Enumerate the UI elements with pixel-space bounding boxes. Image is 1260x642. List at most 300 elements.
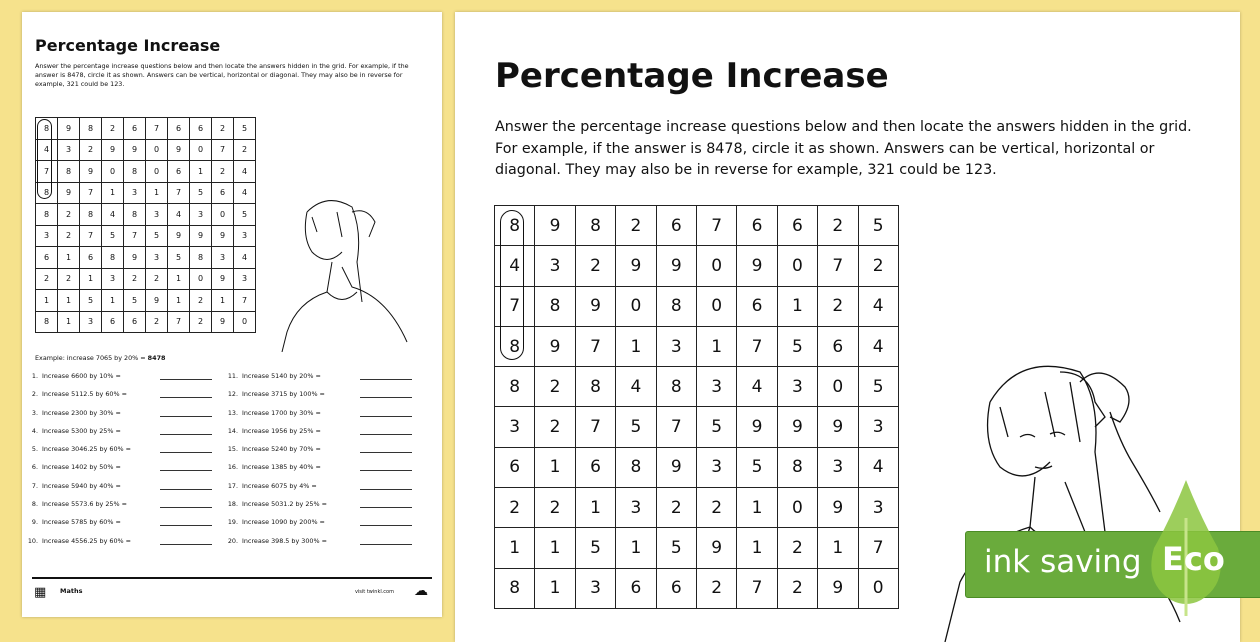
grid-row (495, 326, 899, 366)
grid-cell[interactable]: 1 (616, 326, 656, 366)
question-number: 3. (31, 408, 38, 417)
grid-cell[interactable]: 3 (696, 447, 736, 487)
grid-cell[interactable]: 8 (495, 326, 535, 366)
answer-line[interactable] (160, 470, 212, 471)
grid-cell[interactable]: 3 (102, 268, 124, 290)
grid-cell[interactable]: 7 (168, 182, 190, 204)
grid-cell[interactable]: 2 (146, 268, 168, 290)
grid-cell[interactable]: 5 (858, 206, 898, 246)
grid-cell[interactable]: 2 (146, 311, 168, 333)
grid-cell[interactable]: 9 (737, 246, 777, 286)
grid-cell[interactable]: 8 (36, 311, 58, 333)
grid-cell[interactable]: 1 (36, 290, 58, 312)
example-answer: 8478 (147, 354, 166, 362)
grid-cell[interactable]: 0 (858, 568, 898, 608)
footer-site[interactable]: visit twinkl.com (354, 589, 394, 595)
questions-col-2 (222, 372, 412, 555)
question-text: Increase 5240 by 70% = (242, 445, 321, 454)
grid-cell[interactable]: 3 (146, 204, 168, 226)
example-circle (37, 119, 52, 199)
grid-cell[interactable]: 6 (212, 182, 234, 204)
question-number: 9. (31, 518, 38, 527)
grid-cell[interactable]: 7 (36, 161, 58, 183)
grid-cell[interactable]: 2 (58, 204, 80, 226)
grid-row (495, 447, 899, 487)
grid-cell[interactable]: 8 (36, 118, 58, 140)
grid-cell[interactable]: 7 (495, 286, 535, 326)
grid-cell[interactable]: 2 (858, 246, 898, 286)
grid-cell[interactable]: 2 (777, 568, 817, 608)
grid-cell[interactable]: 1 (146, 182, 168, 204)
grid-cell[interactable]: 6 (737, 286, 777, 326)
grid-cell[interactable]: 8 (495, 367, 535, 407)
grid-cell[interactable]: 7 (146, 118, 168, 140)
grid-cell[interactable]: 9 (124, 139, 146, 161)
question-number: 8. (31, 500, 38, 509)
grid-cell[interactable]: 8 (495, 568, 535, 608)
question-text: Increase 3715 by 100% = (242, 390, 325, 399)
grid-cell[interactable]: 4 (858, 286, 898, 326)
grid-cell[interactable]: 8 (36, 204, 58, 226)
grid-cell[interactable]: 6 (102, 311, 124, 333)
answer-line[interactable] (360, 544, 412, 545)
grid-cell[interactable]: 8 (102, 247, 124, 269)
question-text: Increase 1700 by 30% = (242, 408, 321, 417)
answer-line[interactable] (360, 379, 412, 380)
footer-subject: Maths (60, 587, 83, 595)
grid-cell[interactable]: 1 (696, 326, 736, 366)
grid-cell[interactable]: 3 (234, 225, 256, 247)
grid-cell[interactable]: 2 (777, 528, 817, 568)
question-text: Increase 398.5 by 300% = (242, 536, 327, 545)
question-number: 6. (31, 463, 38, 472)
grid-row (495, 206, 899, 246)
grid-cell[interactable]: 0 (146, 139, 168, 161)
grid-cell[interactable]: 9 (102, 139, 124, 161)
question-number: 2. (31, 390, 38, 399)
grid-cell[interactable]: 6 (495, 447, 535, 487)
page-title: Percentage Increase (35, 36, 221, 55)
grid-cell[interactable]: 0 (102, 161, 124, 183)
grid-cell[interactable]: 6 (656, 206, 696, 246)
question-text: Increase 2300 by 30% = (42, 408, 121, 417)
grid-cell[interactable]: 1 (535, 528, 575, 568)
grid-cell[interactable]: 9 (818, 568, 858, 608)
question-text: Increase 4556.25 by 60% = (42, 536, 131, 545)
grid-cell[interactable]: 1 (190, 161, 212, 183)
grid-cell[interactable]: 6 (777, 206, 817, 246)
grid-cell[interactable]: 8 (190, 247, 212, 269)
grid-cell[interactable]: 9 (58, 182, 80, 204)
grid-cell[interactable]: 2 (656, 488, 696, 528)
grid-cell[interactable]: 5 (102, 225, 124, 247)
grid-cell[interactable]: 5 (616, 407, 656, 447)
answer-line[interactable] (160, 525, 212, 526)
grid-cell[interactable]: 2 (818, 206, 858, 246)
grid-cell[interactable]: 1 (535, 568, 575, 608)
grid-row (495, 528, 899, 568)
grid-cell[interactable]: 6 (737, 206, 777, 246)
grid-cell[interactable]: 4 (234, 161, 256, 183)
grid-cell[interactable]: 3 (80, 311, 102, 333)
grid-cell[interactable]: 9 (535, 206, 575, 246)
grid-cell[interactable]: 6 (124, 118, 146, 140)
question-number: 10. (27, 536, 38, 545)
grid-cell[interactable]: 1 (102, 290, 124, 312)
grid-cell[interactable]: 5 (168, 247, 190, 269)
grid-cell[interactable]: 8 (616, 447, 656, 487)
grid-cell[interactable]: 0 (616, 286, 656, 326)
grid-cell[interactable]: 7 (818, 246, 858, 286)
grid-cell[interactable]: 9 (58, 118, 80, 140)
grid-cell[interactable]: 2 (818, 286, 858, 326)
grid-cell[interactable]: 9 (777, 407, 817, 447)
question-item (222, 537, 412, 555)
grid-cell[interactable]: 0 (190, 139, 212, 161)
grid-cell[interactable]: 2 (575, 246, 615, 286)
example (35, 354, 165, 362)
badge-eco: Eco (1162, 540, 1225, 578)
grid-cell[interactable]: 8 (535, 286, 575, 326)
grid-cell[interactable]: 7 (858, 528, 898, 568)
grid-cell[interactable]: 2 (234, 139, 256, 161)
question-item (22, 482, 212, 500)
example-circle-large (500, 210, 524, 360)
grid-cell[interactable]: 0 (777, 488, 817, 528)
grid-cell[interactable]: 9 (124, 247, 146, 269)
grid-cell[interactable]: 3 (535, 246, 575, 286)
grid-cell[interactable]: 2 (535, 367, 575, 407)
grid-cell[interactable]: 5 (737, 447, 777, 487)
grid-row (36, 268, 256, 290)
grid-cell[interactable]: 6 (656, 568, 696, 608)
grid-cell[interactable]: 3 (124, 182, 146, 204)
question-number: 16. (227, 463, 238, 472)
grid-cell[interactable]: 5 (234, 118, 256, 140)
grid-cell[interactable]: 3 (575, 568, 615, 608)
answer-line[interactable] (160, 544, 212, 545)
grid-cell[interactable]: 9 (616, 246, 656, 286)
question-text: Increase 6075 by 4% = (242, 481, 317, 490)
grid-cell[interactable]: 7 (656, 407, 696, 447)
grid-cell[interactable]: 7 (80, 182, 102, 204)
grid-cell[interactable]: 1 (777, 286, 817, 326)
grid-cell[interactable]: 4 (36, 139, 58, 161)
grid-cell[interactable]: 9 (656, 246, 696, 286)
grid-cell[interactable]: 6 (616, 568, 656, 608)
answer-line[interactable] (360, 489, 412, 490)
grid-cell[interactable]: 6 (124, 311, 146, 333)
grid-cell[interactable]: 9 (575, 286, 615, 326)
grid-cell[interactable]: 4 (102, 204, 124, 226)
question-number: 20. (227, 536, 238, 545)
answer-line[interactable] (360, 470, 412, 471)
grid-cell[interactable]: 3 (656, 326, 696, 366)
grid-cell[interactable]: 1 (737, 488, 777, 528)
grid-cell[interactable]: 4 (737, 367, 777, 407)
question-number: 18. (227, 500, 238, 509)
grid-row (495, 568, 899, 608)
question-text: Increase 5031.2 by 25% = (242, 500, 327, 509)
question-text: Increase 5300 by 25% = (42, 426, 121, 435)
grid-cell[interactable]: 2 (58, 268, 80, 290)
grid-cell[interactable]: 5 (777, 326, 817, 366)
grid-cell[interactable]: 7 (212, 139, 234, 161)
grid-cell[interactable]: 5 (696, 407, 736, 447)
grid-cell[interactable]: 5 (234, 204, 256, 226)
question-item (222, 518, 412, 536)
grid-cell[interactable]: 8 (575, 367, 615, 407)
grid-cell[interactable]: 9 (168, 139, 190, 161)
grid-row (495, 286, 899, 326)
grid-cell[interactable]: 9 (80, 161, 102, 183)
grid-cell[interactable]: 3 (777, 367, 817, 407)
grid-cell[interactable]: 1 (575, 488, 615, 528)
grid-cell[interactable]: 1 (616, 528, 656, 568)
grid-cell[interactable]: 5 (146, 225, 168, 247)
answer-line[interactable] (160, 397, 212, 398)
grid-cell[interactable]: 1 (80, 268, 102, 290)
worksheet-thumbnail (22, 12, 442, 617)
number-grid-large (494, 205, 899, 609)
grid-row (36, 290, 256, 312)
answer-line[interactable] (160, 416, 212, 417)
grid-cell[interactable]: 8 (124, 204, 146, 226)
grid-cell[interactable]: 7 (737, 326, 777, 366)
grid-cell[interactable]: 5 (858, 367, 898, 407)
grid-cell[interactable]: 0 (696, 246, 736, 286)
page-title-large: Percentage Increase (495, 56, 889, 96)
answer-line[interactable] (360, 416, 412, 417)
question-item (22, 372, 212, 390)
grid-cell[interactable]: 2 (124, 268, 146, 290)
grid-cell[interactable]: 5 (190, 182, 212, 204)
grid-cell[interactable]: 3 (146, 247, 168, 269)
grid-cell[interactable]: 3 (234, 268, 256, 290)
grid-cell[interactable]: 6 (36, 247, 58, 269)
question-item (222, 482, 412, 500)
grid-cell[interactable]: 8 (575, 206, 615, 246)
grid-cell[interactable]: 2 (696, 568, 736, 608)
grid-cell[interactable]: 3 (858, 407, 898, 447)
question-number: 7. (31, 481, 38, 490)
grid-cell[interactable]: 1 (168, 290, 190, 312)
question-number: 11. (227, 372, 238, 380)
grid-cell[interactable]: 8 (124, 161, 146, 183)
grid-cell[interactable]: 2 (535, 488, 575, 528)
grid-cell[interactable]: 9 (535, 326, 575, 366)
grid-cell[interactable]: 2 (80, 139, 102, 161)
grid-cell[interactable]: 0 (696, 286, 736, 326)
grid-cell[interactable]: 3 (190, 204, 212, 226)
question-item (222, 390, 412, 408)
grid-cell[interactable]: 0 (818, 367, 858, 407)
grid-cell[interactable]: 9 (168, 225, 190, 247)
instructions: Answer the percentage increase questions below and then locate the answers hidden in the grid. For example, if the answer is 8478, circle it as shown. Answers can be vertical, horizontal or diagonal. They may also be in reverse for example, 321 could be 123. (35, 62, 409, 88)
grid-cell[interactable]: 2 (212, 161, 234, 183)
grid-cell[interactable]: 9 (696, 528, 736, 568)
question-number: 17. (227, 481, 238, 490)
grid-cell[interactable]: 8 (656, 286, 696, 326)
grid-cell[interactable]: 1 (495, 528, 535, 568)
grid-cell[interactable]: 1 (212, 290, 234, 312)
question-text: Increase 1385 by 40% = (242, 463, 321, 472)
question-item (22, 537, 212, 555)
grid-cell[interactable]: 4 (858, 447, 898, 487)
grid-cell[interactable]: 6 (168, 161, 190, 183)
question-text: Increase 1090 by 200% = (242, 518, 325, 527)
answer-line[interactable] (360, 452, 412, 453)
grid-cell[interactable]: 0 (190, 268, 212, 290)
grid-cell[interactable]: 7 (234, 290, 256, 312)
grid-cell[interactable]: 2 (36, 268, 58, 290)
answer-line[interactable] (160, 452, 212, 453)
answer-line[interactable] (160, 379, 212, 380)
grid-cell[interactable]: 9 (212, 225, 234, 247)
girl-illustration (257, 192, 427, 352)
grid-cell[interactable]: 7 (80, 225, 102, 247)
grid-cell[interactable]: 1 (535, 447, 575, 487)
question-number: 4. (31, 426, 38, 435)
grid-cell[interactable]: 9 (737, 407, 777, 447)
grid-cell[interactable]: 9 (212, 268, 234, 290)
grid-cell[interactable]: 1 (168, 268, 190, 290)
grid-cell[interactable]: 2 (495, 488, 535, 528)
grid-cell[interactable]: 7 (168, 311, 190, 333)
grid-cell[interactable]: 1 (58, 311, 80, 333)
question-number: 12. (227, 390, 238, 399)
grid-cell[interactable]: 0 (777, 246, 817, 286)
grid-cell[interactable]: 8 (495, 206, 535, 246)
grid-cell[interactable]: 1 (818, 528, 858, 568)
grid-cell[interactable]: 5 (80, 290, 102, 312)
question-text: Increase 5785 by 60% = (42, 518, 121, 527)
grid-cell[interactable]: 4 (616, 367, 656, 407)
grid-cell[interactable]: 3 (858, 488, 898, 528)
grid-cell[interactable]: 9 (146, 290, 168, 312)
grid-cell[interactable]: 9 (190, 225, 212, 247)
question-item (22, 500, 212, 518)
grid-cell[interactable]: 9 (818, 488, 858, 528)
grid-cell[interactable]: 8 (80, 118, 102, 140)
grid-cell[interactable]: 2 (535, 407, 575, 447)
question-text: Increase 5140 by 20% = (242, 372, 321, 380)
answer-line[interactable] (160, 507, 212, 508)
grid-cell[interactable]: 4 (168, 204, 190, 226)
grid-cell[interactable]: 7 (696, 206, 736, 246)
grid-cell[interactable]: 0 (146, 161, 168, 183)
grid-cell[interactable]: 7 (575, 326, 615, 366)
grid-row (495, 488, 899, 528)
grid-cell[interactable]: 3 (818, 447, 858, 487)
grid-cell[interactable]: 2 (616, 206, 656, 246)
grid-cell[interactable]: 3 (36, 225, 58, 247)
answer-line[interactable] (360, 507, 412, 508)
grid-cell[interactable]: 7 (737, 568, 777, 608)
grid-cell[interactable]: 7 (575, 407, 615, 447)
question-item (222, 427, 412, 445)
grid-cell[interactable]: 9 (212, 311, 234, 333)
grid-cell[interactable]: 2 (212, 118, 234, 140)
grid-cell[interactable]: 9 (818, 407, 858, 447)
grid-cell[interactable]: 2 (696, 488, 736, 528)
question-item (22, 409, 212, 427)
grid-cell[interactable]: 6 (818, 326, 858, 366)
grid-row (36, 182, 256, 204)
grid-cell[interactable]: 2 (58, 225, 80, 247)
grid-cell[interactable]: 5 (656, 528, 696, 568)
grid-cell[interactable]: 4 (234, 247, 256, 269)
grid-cell[interactable]: 2 (190, 311, 212, 333)
grid-cell[interactable]: 2 (190, 290, 212, 312)
question-text: Increase 5940 by 40% = (42, 481, 121, 490)
grid-cell[interactable]: 3 (58, 139, 80, 161)
questions-col-1 (22, 372, 212, 555)
grid-row (36, 204, 256, 226)
question-item (222, 500, 412, 518)
grid-cell[interactable]: 1 (58, 247, 80, 269)
grid-cell[interactable]: 6 (80, 247, 102, 269)
grid-cell[interactable]: 1 (737, 528, 777, 568)
grid-cell[interactable]: 6 (575, 447, 615, 487)
question-item (22, 427, 212, 445)
grid-row (495, 367, 899, 407)
grid-cell[interactable]: 2 (102, 118, 124, 140)
grid-cell[interactable]: 1 (58, 290, 80, 312)
grid-cell[interactable]: 0 (234, 311, 256, 333)
grid-cell[interactable]: 7 (124, 225, 146, 247)
maths-icon: ▦ (34, 585, 47, 600)
question-text: Increase 1956 by 25% = (242, 426, 321, 435)
grid-row (495, 246, 899, 286)
answer-line[interactable] (360, 434, 412, 435)
question-item (222, 409, 412, 427)
answer-line[interactable] (360, 397, 412, 398)
grid-cell[interactable]: 3 (495, 407, 535, 447)
grid-cell[interactable]: 4 (495, 246, 535, 286)
answer-line[interactable] (160, 434, 212, 435)
grid-cell[interactable]: 5 (575, 528, 615, 568)
grid-cell[interactable]: 0 (212, 204, 234, 226)
grid-cell[interactable]: 8 (656, 367, 696, 407)
grid-row (36, 225, 256, 247)
answer-line[interactable] (360, 525, 412, 526)
question-text: Increase 3046.25 by 60% = (42, 445, 131, 454)
grid-cell[interactable]: 8 (36, 182, 58, 204)
grid-cell[interactable]: 1 (102, 182, 124, 204)
grid-row (36, 247, 256, 269)
grid-cell[interactable]: 3 (212, 247, 234, 269)
grid-cell[interactable]: 8 (58, 161, 80, 183)
grid-cell[interactable]: 6 (168, 118, 190, 140)
grid-cell[interactable]: 3 (696, 367, 736, 407)
grid-cell[interactable]: 4 (858, 326, 898, 366)
grid-row (36, 118, 256, 140)
grid-cell[interactable]: 5 (124, 290, 146, 312)
grid-cell[interactable]: 9 (656, 447, 696, 487)
question-number: 13. (227, 408, 238, 417)
grid-cell[interactable]: 3 (616, 488, 656, 528)
answer-line[interactable] (160, 489, 212, 490)
grid-cell[interactable]: 6 (190, 118, 212, 140)
grid-cell[interactable]: 4 (234, 182, 256, 204)
grid-cell[interactable]: 8 (80, 204, 102, 226)
question-text: Increase 5573.6 by 25% = (42, 500, 127, 509)
question-number: 19. (227, 518, 238, 527)
number-grid (35, 117, 256, 333)
grid-cell[interactable]: 8 (777, 447, 817, 487)
question-item (22, 463, 212, 481)
